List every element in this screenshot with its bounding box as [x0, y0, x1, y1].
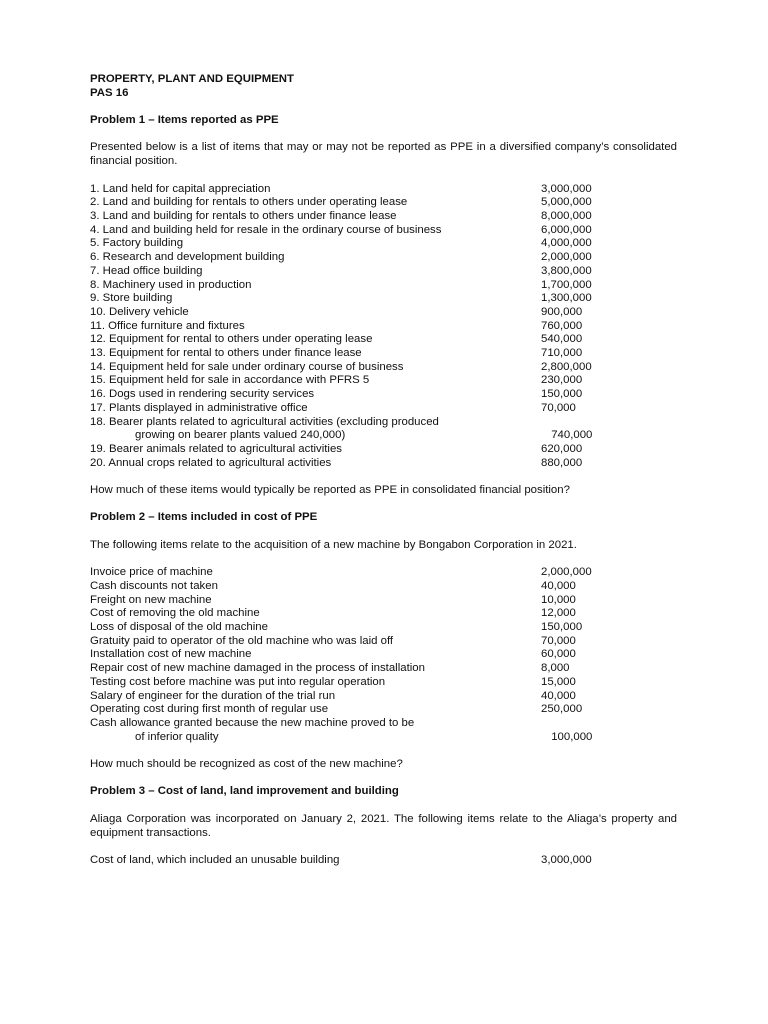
problem2-heading: Problem 2 – Items included in cost of PPE	[90, 511, 318, 524]
item-label: 18. Bearer plants related to agricultural activities (excluding produced	[90, 415, 439, 428]
list-item	[90, 306, 677, 320]
list-item	[90, 635, 677, 649]
item-amount: 900,000	[541, 305, 583, 318]
list-item	[90, 402, 677, 416]
item-amount: 620,000	[541, 442, 583, 455]
list-item	[90, 347, 677, 361]
item-amount: 3,000,000	[541, 182, 592, 195]
problem1-heading: Problem 1 – Items reported as PPE	[90, 114, 279, 127]
item-label: Testing cost before machine was put into regular operation	[90, 675, 386, 688]
list-item	[90, 279, 677, 293]
list-item	[90, 388, 677, 402]
item-amount: 3,800,000	[541, 264, 592, 277]
item-label: 4. Land and building held for resale in the ordinary course of business	[90, 223, 442, 236]
item-amount: 70,000	[541, 634, 576, 647]
list-item	[90, 224, 677, 238]
list-item	[90, 662, 677, 676]
item-amount: 15,000	[541, 675, 576, 688]
item-label: 1. Land held for capital appreciation	[90, 182, 271, 195]
list-item	[90, 210, 677, 224]
item-label: 3. Land and building for rentals to others under finance lease	[90, 209, 397, 222]
item-amount: 10,000	[541, 593, 576, 606]
item-label: 8. Machinery used in production	[90, 278, 252, 291]
doc-subtitle: PAS 16	[90, 86, 129, 99]
list-item	[90, 621, 677, 635]
item-label: 13. Equipment for rental to others under finance lease	[90, 347, 362, 360]
item-amount: 100,000	[551, 730, 593, 743]
item-label: Freight on new machine	[90, 593, 212, 606]
list-item	[90, 580, 677, 594]
item-label: growing on bearer plants valued 240,000)	[135, 429, 346, 442]
item-amount: 740,000	[551, 429, 593, 442]
list-item	[90, 703, 677, 717]
item-amount: 40,000	[541, 689, 576, 702]
doc-title: PROPERTY, PLANT AND EQUIPMENT	[90, 73, 294, 85]
problem2-list	[90, 566, 677, 744]
item-label: of inferior quality	[135, 730, 219, 743]
item-label: 6. Research and development building	[90, 251, 285, 264]
document-content	[90, 73, 677, 868]
item-label: 10. Delivery vehicle	[90, 305, 189, 318]
item-label: 17. Plants displayed in administrative office	[90, 401, 308, 414]
item-amount: 4,000,000	[541, 237, 592, 250]
list-item	[90, 292, 677, 306]
list-item	[90, 566, 677, 580]
item-label: 20. Annual crops related to agricultural activities	[90, 456, 332, 469]
item-label: Invoice price of machine	[90, 566, 213, 579]
item-amount: 540,000	[541, 333, 583, 346]
item-label: Gratuity paid to operator of the old machine who was laid off	[90, 634, 394, 647]
item-label: 2. Land and building for rentals to others under operating lease	[90, 196, 408, 209]
item-amount: 40,000	[541, 579, 576, 592]
problem3-heading: Problem 3 – Cost of land, land improvement and building	[90, 785, 399, 798]
item-amount: 3,000,000	[541, 853, 592, 866]
item-amount: 150,000	[541, 621, 583, 634]
list-item	[90, 676, 677, 690]
problem3-intro: Aliaga Corporation was incorporated on January 2, 2021. The following items relate to the Aliaga’s property and equipment transactions.	[90, 812, 677, 839]
problem2-question: How much should be recognized as cost of the new machine?	[90, 758, 403, 771]
item-amount: 1,300,000	[541, 292, 592, 305]
item-label: Cost of land, which included an unusable building	[90, 853, 340, 866]
item-amount: 230,000	[541, 374, 583, 387]
list-item	[90, 361, 677, 375]
item-amount: 710,000	[541, 347, 583, 360]
problem2-intro: The following items relate to the acquisition of a new machine by Bongabon Corporation in 2021.	[90, 538, 577, 551]
item-amount: 12,000	[541, 607, 576, 620]
item-label: 12. Equipment for rental to others under operating lease	[90, 333, 373, 346]
list-item	[90, 457, 677, 471]
item-amount: 2,800,000	[541, 360, 592, 373]
list-item	[90, 648, 677, 662]
item-amount: 60,000	[541, 648, 576, 661]
list-item	[90, 854, 677, 868]
item-label: Cash allowance granted because the new machine proved to be	[90, 716, 415, 729]
list-item	[90, 320, 677, 334]
list-item	[90, 237, 677, 251]
list-item	[90, 333, 677, 347]
item-amount: 2,000,000	[541, 566, 592, 579]
problem1-intro: Presented below is a list of items that may or may not be reported as PPE in a diversified company’s consolidated financial position.	[90, 141, 677, 168]
list-item	[90, 196, 677, 210]
list-item	[90, 731, 677, 745]
item-label: 16. Dogs used in rendering security services	[90, 388, 315, 401]
problem1-list	[90, 183, 677, 471]
item-label: 7. Head office building	[90, 264, 203, 277]
list-item	[90, 374, 677, 388]
item-label: 15. Equipment held for sale in accordance with PFRS 5	[90, 374, 370, 387]
list-item	[90, 183, 677, 197]
item-label: 11. Office furniture and fixtures	[90, 319, 245, 332]
list-item	[90, 594, 677, 608]
item-label: 5. Factory building	[90, 237, 184, 250]
item-label: Loss of disposal of the old machine	[90, 621, 268, 634]
item-label: Repair cost of new machine damaged in the process of installation	[90, 662, 425, 675]
item-amount: 70,000	[541, 401, 576, 414]
list-item	[90, 717, 677, 731]
item-amount: 760,000	[541, 319, 583, 332]
item-label: 9. Store building	[90, 292, 173, 305]
item-label: Operating cost during first month of regular use	[90, 703, 329, 716]
item-label: Salary of engineer for the duration of the trial run	[90, 689, 336, 702]
list-item	[90, 251, 677, 265]
list-item	[90, 607, 677, 621]
item-amount: 5,000,000	[541, 196, 592, 209]
problem1-question: How much of these items would typically be reported as PPE in consolidated financial position?	[90, 484, 570, 497]
item-label: 14. Equipment held for sale under ordinary course of business	[90, 360, 404, 373]
item-amount: 880,000	[541, 456, 583, 469]
item-label: Cash discounts not taken	[90, 579, 218, 592]
item-amount: 8,000,000	[541, 209, 592, 222]
item-amount: 1,700,000	[541, 278, 592, 291]
problem3-list	[90, 854, 677, 868]
item-amount: 6,000,000	[541, 223, 592, 236]
item-label: 19. Bearer animals related to agricultural activities	[90, 442, 342, 455]
list-item	[90, 429, 677, 443]
item-label: Installation cost of new machine	[90, 648, 252, 661]
list-item	[90, 443, 677, 457]
item-label: Cost of removing the old machine	[90, 607, 260, 620]
item-amount: 8,000	[541, 662, 570, 675]
item-amount: 150,000	[541, 388, 583, 401]
list-item	[90, 265, 677, 279]
item-amount: 2,000,000	[541, 251, 592, 264]
item-amount: 250,000	[541, 703, 583, 716]
list-item	[90, 416, 677, 430]
list-item	[90, 690, 677, 704]
